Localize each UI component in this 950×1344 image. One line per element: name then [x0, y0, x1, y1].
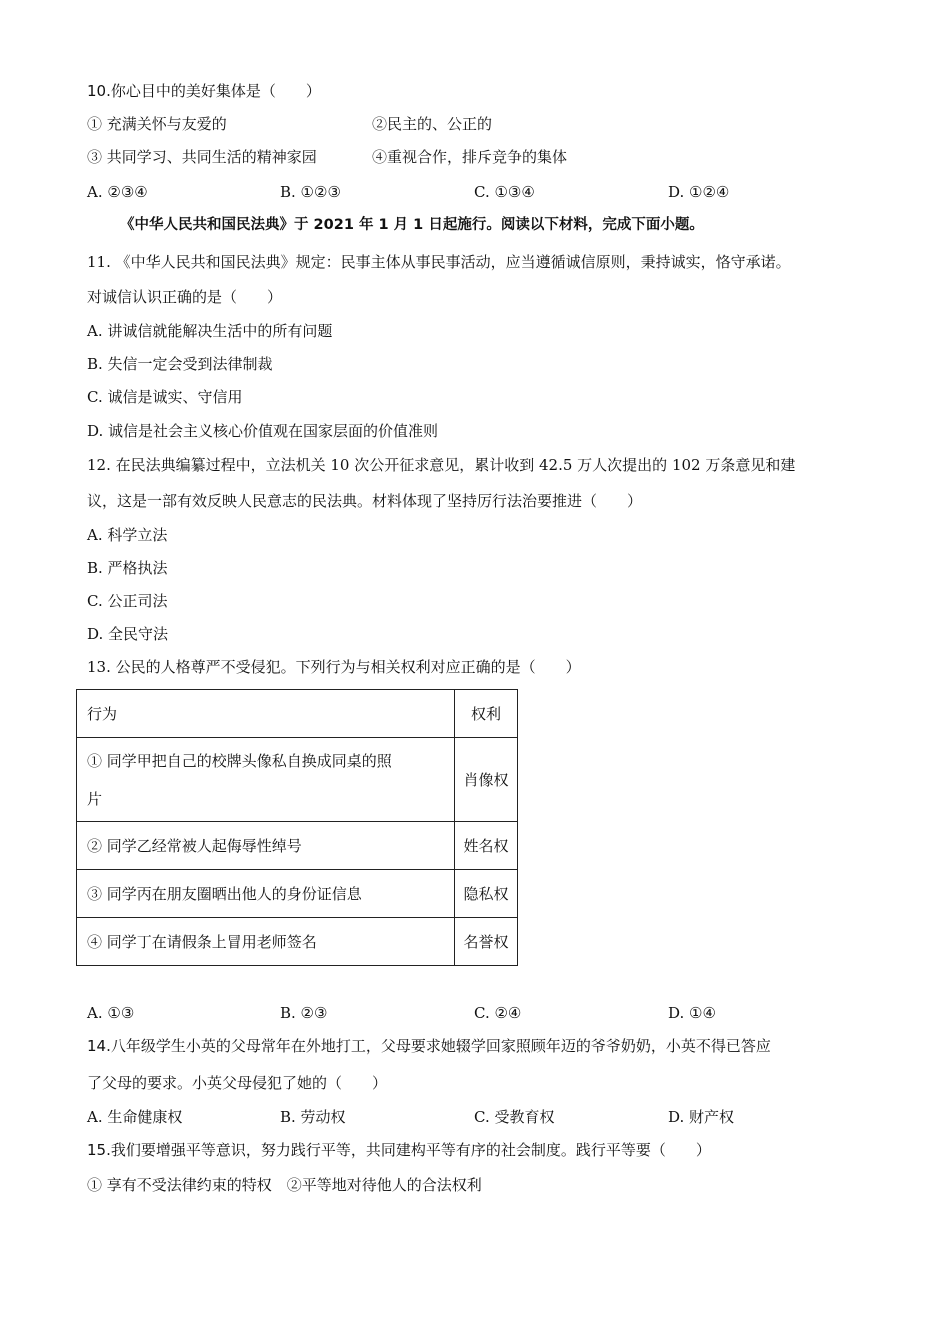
- q10-item-1: ① 充满关怀与友爱的: [87, 115, 227, 133]
- q15-number: 15.: [87, 1141, 111, 1159]
- q12-option-c: C. 公正司法: [87, 592, 168, 610]
- q14-stem-line1: [87, 1036, 771, 1056]
- q10-number: 10.: [87, 82, 111, 100]
- row1-behavior-line1: ① 同学甲把自己的校牌头像私自换成同桌的照: [87, 751, 392, 770]
- table-row: [77, 918, 518, 966]
- q14-stem-line2: 了父母的要求。小英父母侵犯了她的（ ）: [87, 1074, 388, 1092]
- q11-stem-line2: 对诚信认识正确的是（ ）: [87, 288, 283, 306]
- row3-right: 隐私权: [455, 870, 518, 918]
- q14-option-d: D. 财产权: [668, 1108, 735, 1126]
- q13-stem: 13. 公民的人格尊严不受侵犯。下列行为与相关权利对应正确的是（ ）: [87, 658, 581, 676]
- row4-behavior: ④ 同学丁在请假条上冒用老师签名: [77, 918, 455, 966]
- row1-behavior-line2: 片: [87, 789, 103, 808]
- q10-item-4: ④重视合作，排斥竞争的集体: [372, 148, 568, 166]
- q14-option-c: C. 受教育权: [474, 1108, 555, 1126]
- table-row: [77, 870, 518, 918]
- header-behavior: 行为: [77, 690, 455, 738]
- q15-stem-text: 我们要增强平等意识，努力践行平等，共同建构平等有序的社会制度。践行平等要（ ）: [110, 1141, 711, 1159]
- q11-option-c: C. 诚信是诚实、守信用: [87, 388, 243, 406]
- q15-stem: [87, 1140, 711, 1160]
- rights-table: [76, 689, 518, 966]
- q10-item-2: ②民主的、公正的: [372, 115, 493, 133]
- q12-option-b: B. 严格执法: [87, 559, 168, 577]
- material-heading: 《中华人民共和国民法典》于 2021 年 1 月 1 日起施行。阅读以下材料，完成下面小题。: [120, 217, 704, 233]
- row1-right: 肖像权: [455, 738, 518, 822]
- q15-items: ① 享有不受法律约束的特权 ②平等地对待他人的合法权利: [87, 1176, 482, 1194]
- q10-stem: [87, 81, 321, 101]
- q12-option-a: A. 科学立法: [87, 526, 168, 544]
- q12-stem-line1: 12. 在民法典编纂过程中，立法机关 10 次公开征求意见，累计收到 42.5 万人次提出的 102 万条意见和建: [87, 456, 796, 474]
- q12-stem-line2: 议，这是一部有效反映人民意志的民法典。材料体现了坚持厉行法治要推进（ ）: [87, 492, 643, 510]
- row2-right: 姓名权: [455, 822, 518, 870]
- q14-number: 14.: [87, 1037, 111, 1055]
- q10-item-3: ③ 共同学习、共同生活的精神家园: [87, 148, 317, 166]
- q11-option-a: A. 讲诚信就能解决生活中的所有问题: [87, 322, 333, 340]
- q13-option-d: D. ①④: [668, 1004, 716, 1022]
- q11-stem-line1: 11. 《中华人民共和国民法典》规定：民事主体从事民事活动，应当遵循诚信原则，秉持诚实，恪守承诺。: [87, 253, 791, 271]
- q10-option-a: A. ②③④: [87, 183, 148, 201]
- q13-option-c: C. ②④: [474, 1004, 522, 1022]
- table-row: [77, 822, 518, 870]
- row2-behavior: ② 同学乙经常被人起侮辱性绰号: [77, 822, 455, 870]
- q10-option-d: D. ①②④: [668, 183, 730, 201]
- q10-option-c: C. ①③④: [474, 183, 535, 201]
- header-right: 权利: [455, 690, 518, 738]
- q13-option-a: A. ①③: [87, 1004, 135, 1022]
- q13-option-b: B. ②③: [280, 1004, 328, 1022]
- q10-option-b: B. ①②③: [280, 183, 341, 201]
- row4-right: 名誉权: [455, 918, 518, 966]
- q14-stem-text: 八年级学生小英的父母常年在外地打工，父母要求她辍学回家照顾年迈的爷爷奶奶，小英不得已答应: [110, 1037, 771, 1055]
- q14-option-a: A. 生命健康权: [87, 1108, 183, 1126]
- q10-stem-text: 你心目中的美好集体是（ ）: [110, 82, 321, 100]
- q14-option-b: B. 劳动权: [280, 1108, 346, 1126]
- table-header-row: [77, 690, 518, 738]
- table-cell-behavior: [77, 738, 455, 822]
- q12-option-d: D. 全民守法: [87, 625, 169, 643]
- q11-option-b: B. 失信一定会受到法律制裁: [87, 355, 273, 373]
- table-row: [77, 738, 518, 822]
- q11-option-d: D. 诚信是社会主义核心价值观在国家层面的价值准则: [87, 422, 439, 440]
- row3-behavior: ③ 同学丙在朋友圈晒出他人的身份证信息: [77, 870, 455, 918]
